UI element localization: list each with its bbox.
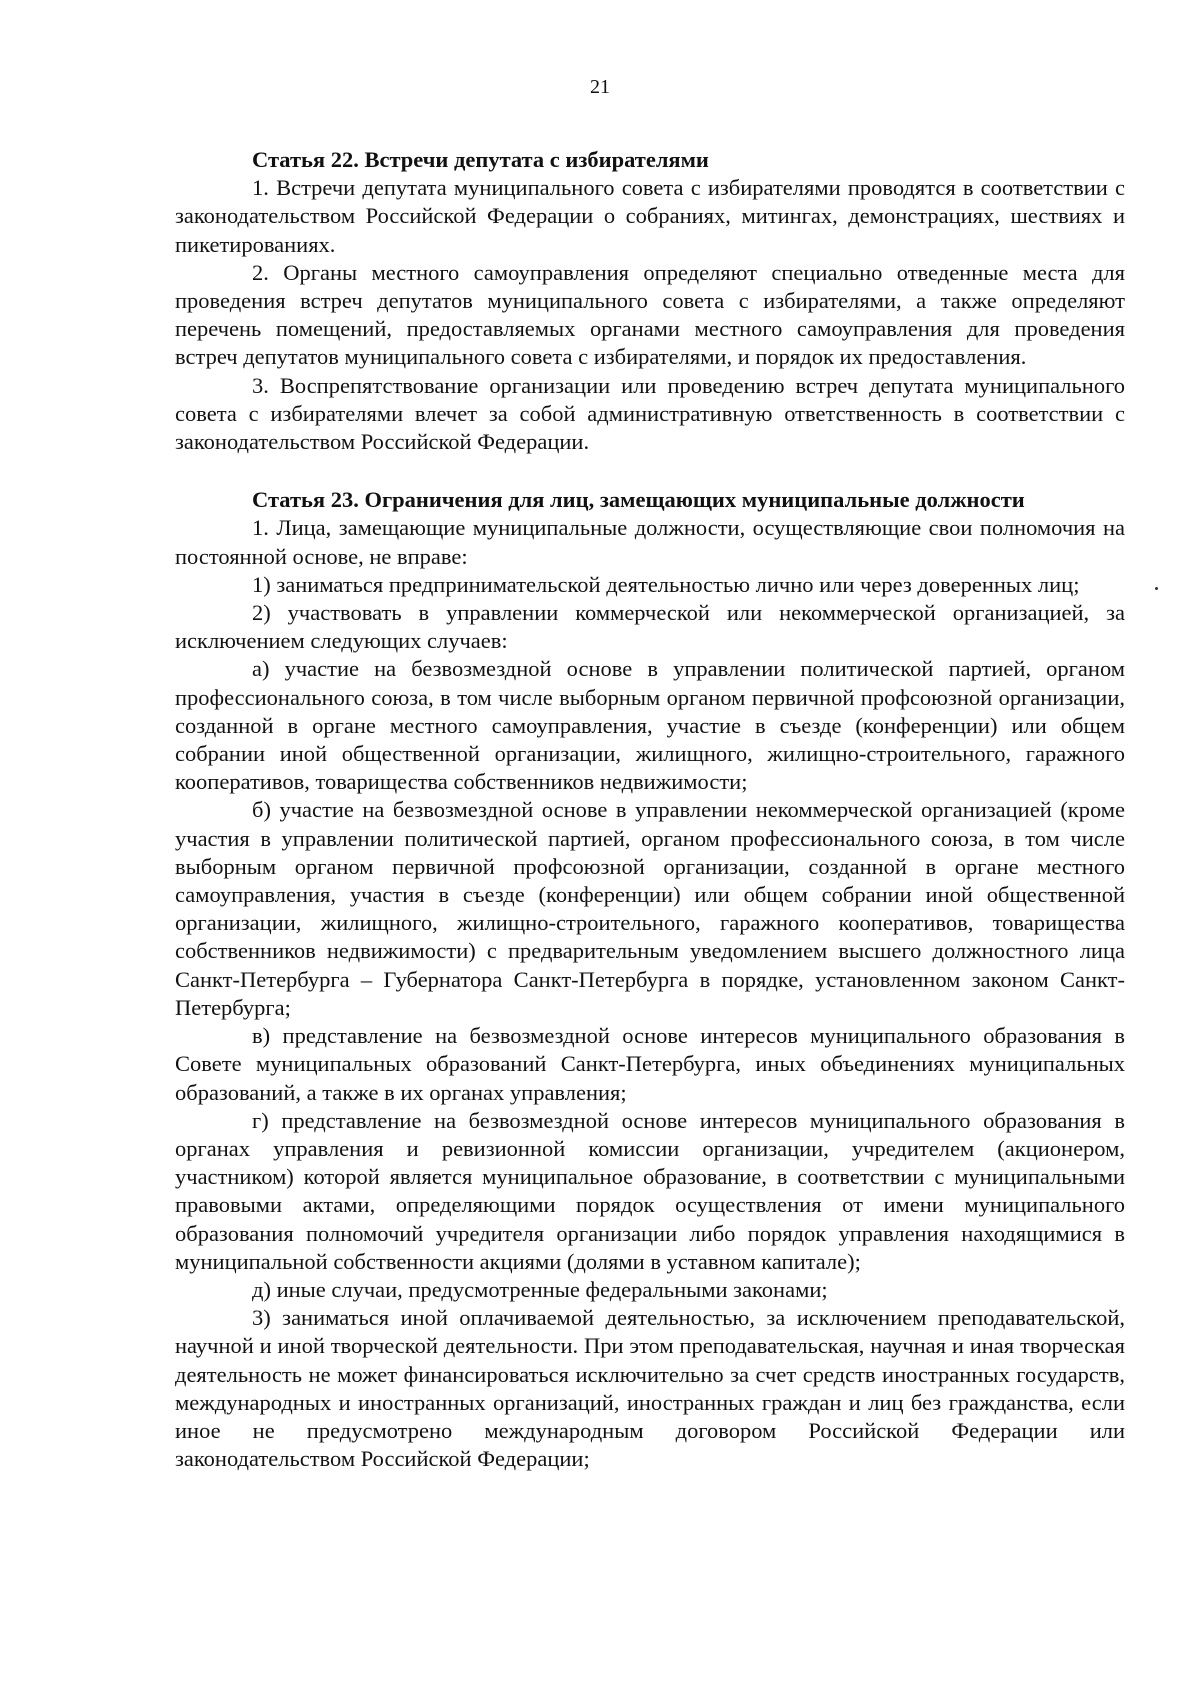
- article-22: [175, 146, 1125, 456]
- article-22-paragraph: 2. Органы местного самоуправления определяют специально отведенные места для проведения встреч депутатов муниципального совета с избирателями, а также определяют перечень помещений, предоставляемых органами местного самоуправления для проведения встреч депутатов муниципального совета с избирателями, и порядок их предоставления.: [175, 259, 1125, 370]
- article-23-paragraph: 1) заниматься предпринимательской деятельностью лично или через доверенных лиц;: [252, 571, 1080, 597]
- article-22-heading: Статья 22. Встречи депутата с избирателями: [252, 147, 709, 172]
- article-23-paragraph: 1. Лица, замещающие муниципальные должности, осуществляющие свои полномочия на постоянной основе, не вправе:: [175, 515, 1125, 569]
- article-23-paragraph: 2) участвовать в управлении коммерческой или некоммерческой организацией, за исключением следующих случаев:: [175, 600, 1125, 654]
- article-23-paragraph: д) иные случаи, предусмотренные федеральными законами;: [252, 1276, 828, 1302]
- document-body: [175, 146, 1125, 1473]
- article-22-paragraph: 3. Воспрепятствование организации или проведению встреч депутата муниципального совета с избирателями влечет за собой административную ответственность в соответствии с законодательством Российской Федерации.: [175, 372, 1125, 455]
- article-22-paragraph: 1. Встречи депутата муниципального совета с избирателями проводятся в соответствии с законодательством Российской Федерации о собраниях, митингах, демонстрациях, шествиях и пикетированиях.: [175, 175, 1125, 257]
- article-23-paragraph: а) участие на безвозмездной основе в управлении политической партией, органом профессионального союза, в том числе выборным органом первичной профсоюзной организации, созданной в органе местного самоуправления, участие в съезде (конференции) или общем собрании иной общественной организации, жилищного, жилищно-строительного, гаражного кооперативов, товарищества собственников недвижимости;: [175, 656, 1125, 795]
- article-23-paragraph: г) представление на безвозмездной основе интересов муниципального образования в органах управления и ревизионной комиссии организации, учредителем (акционером, участником) которой является муниципальное образование, в соответствии с муниципальными правовыми актами, определяющими порядок осуществления от имени муниципального образования полномочий учредителя организации либо порядок управления находящимися в муниципальной собственности акциями (долями в уставном капитале);: [175, 1107, 1125, 1274]
- section-gap: [175, 456, 1125, 486]
- scan-speck: [1155, 587, 1158, 590]
- article-23-paragraph: в) представление на безвозмездной основе интересов муниципального образования в Совете муниципальных образований Санкт-Петербурга, иных объединениях муниципальных образований, а также в их органах управления;: [175, 1023, 1125, 1105]
- article-23-paragraph: б) участие на безвозмездной основе в управлении некоммерческой организацией (кроме участия в управлении политической партией, органом профессионального союза, в том числе выборным органом первичной профсоюзной организации, созданной в органе местного самоуправления, участия в съезде (конференции) или общем собрании иной общественной организации, жилищного, жилищно-строительного, гаражного кооперативов, товарищества собственников недвижимости) с предварительным уведомлением высшего должностного лица Санкт-Петербурга – Губернатора Санкт-Петербурга в порядке, установленном законом Санкт-Петербурга;: [175, 797, 1125, 1020]
- page-number: 21: [590, 76, 610, 98]
- article-23-heading: Статья 23. Ограничения для лиц, замещающих муниципальные должности: [252, 487, 1025, 513]
- article-23: [175, 486, 1125, 1473]
- article-23-paragraph: 3) заниматься иной оплачиваемой деятельностью, за исключением преподавательской, научной и иной творческой деятельности. При этом преподавательская, научная и иная творческая деятельность не может финансироваться исключительно за счет средств иностранных государств, международных и иностранных организаций, иностранных граждан и лиц без гражданства, если иное не предусмотрено международным договором Российской Федерации или законодательством Российской Федерации;: [175, 1305, 1125, 1472]
